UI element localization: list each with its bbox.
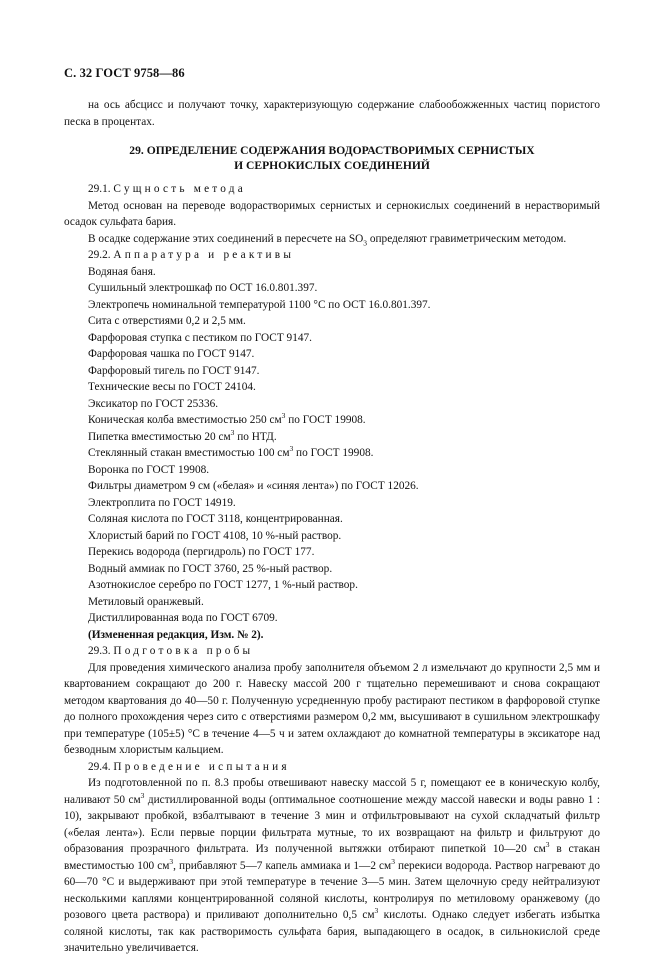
subsection-number: 29.2. <box>88 249 111 261</box>
section-body <box>64 181 600 957</box>
superscript: 3 <box>391 856 395 866</box>
subsection-title: Подготовка пробы <box>113 645 254 657</box>
intro-paragraph: на ось абсцисс и получают точку, характеризующую содержание слабообожженных частиц пористого песка в процентах. <box>64 99 600 128</box>
sediment-text-a: В осадке содержание этих соединений в пересчете на SO <box>88 232 364 245</box>
so3-subscript: 3 <box>363 237 368 247</box>
list-item: Воронка по ГОСТ 19908. <box>88 463 210 476</box>
list-item-pipette <box>64 429 600 446</box>
list-item: Эксикатор по ГОСТ 25336. <box>88 397 219 410</box>
superscript: 3 <box>140 790 145 800</box>
text-run: дистиллированной воды (оптимальное соотношение между массой навески и воды равно 1 : 10), закрывают пробкой, взбалтывают в течение 3 мин и отфильтровывают на сухой складчатый фильтр («белая лента»). Если первые порции фильтрата мутные, то их возвращают на фильтр и фильтруют до образования прозрачного фильтрата. Из полученной вытяжки отбирают пипеткой 10—20 см <box>64 793 600 855</box>
amendment-note: (Измененная редакция, Изм. № 2). <box>88 628 264 641</box>
sample-preparation-paragraph: Для проведения химического анализа пробу заполнителя объемом 2 л измельчают до крупности 2,5 мм и квартованием сокращают до 200 г. Навеску массой 200 г тщательно перемешивают и снова сокращают методом квартования до 40—50 г. Полученную усредненную пробу растирают пестиком в фарфоровой ступке до полного прохождения через сито с отверстиями размером 0,2 мм, высушивают в сушильном электрошкафу при температуре (105±5) °С в течение 4—5 ч и затем охлаждают до комнатной температуры в эксикаторе над безводным хлористым кальцием. <box>64 661 600 756</box>
section-title-line-1: 29. ОПРЕДЕЛЕНИЕ СОДЕРЖАНИЯ ВОДОРАСТВОРИМЫХ СЕРНИСТЫХ <box>129 144 535 157</box>
item-text: Стеклянный стакан вместимостью 100 см <box>88 447 290 459</box>
text-run: в стакан вместимостью 100 см <box>64 843 601 872</box>
list-item: Фарфоровая ступка с пестиком по ГОСТ 9147. <box>88 331 312 344</box>
list-item: Фильтры диаметром 9 см («белая» и «синяя лента») по ГОСТ 12026. <box>88 480 419 492</box>
superscript: 3 <box>289 444 294 454</box>
section-title-line-2: И СЕРНОКИСЛЫХ СОЕДИНЕНИЙ <box>234 159 430 172</box>
list-item: Фарфоровая чашка по ГОСТ 9147. <box>88 348 255 360</box>
subsection-heading-apparatus <box>64 247 600 264</box>
subsection-number: 29.3. <box>88 645 111 657</box>
text-run: кислоты. Однако следует избегать избытка соляной кислоты, так как растворимость сульфата бария, выпадающего в осадок, в сильнокислой среде значительно увеличивается. <box>64 909 600 954</box>
list-item-glass <box>64 445 600 462</box>
sediment-text-b: определяют гравиметрическим методом. <box>367 232 567 245</box>
item-text: по НТД. <box>234 430 277 443</box>
list-item: Водяная баня. <box>88 265 156 278</box>
section-title <box>64 143 600 173</box>
test-procedure-paragraph <box>64 775 600 957</box>
list-item: Сушильный электрошкаф по ОСТ 16.0.801.397. <box>88 282 318 294</box>
list-item: Электроплита по ГОСТ 14919. <box>88 496 236 509</box>
list-item: Электропечь номинальной температурой 1100 °С по ОСТ 16.0.801.397. <box>88 298 431 311</box>
list-item: Дистиллированная вода по ГОСТ 6709. <box>88 612 278 624</box>
subsection-number: 29.1. <box>88 183 111 195</box>
superscript: 3 <box>230 427 235 437</box>
superscript: 3 <box>545 840 550 850</box>
list-item: Перекись водорода (пергидроль) по ГОСТ 177. <box>88 546 315 558</box>
list-item: Технические весы по ГОСТ 24104. <box>88 381 256 393</box>
superscript: 3 <box>374 906 379 916</box>
item-text: по ГОСТ 19908. <box>285 414 366 426</box>
page-header: С. 32 ГОСТ 9758—86 <box>64 66 185 80</box>
superscript: 3 <box>281 411 286 421</box>
item-text: Коническая колба вместимостью 250 см <box>88 414 282 426</box>
list-item: Соляная кислота по ГОСТ 3118, концентрированная. <box>88 513 343 525</box>
subsection-heading-sample <box>64 643 600 660</box>
subsection-heading-test <box>64 759 600 776</box>
text-run: перекиси водорода. Раствор нагревают до 60—70 °С и выдерживают при этой температуре в течение 3—5 мин. Затем щелочную среду нейтрализуют несколькими каплями концентрированной соляной кислоты, контролируя по метиловому оранжевому (до розового цвета раствора) и приливают дополнительно 0,5 см <box>64 859 600 921</box>
subsection-title: Проведение испытания <box>113 760 290 773</box>
list-item: Хлористый барий по ГОСТ 4108, 10 %-ный раствор. <box>88 529 342 542</box>
list-item: Метиловый оранжевый. <box>88 595 204 608</box>
item-text: Пипетка вместимостью 20 см <box>88 430 231 443</box>
sediment-paragraph <box>64 231 600 248</box>
list-item: Фарфоровый тигель по ГОСТ 9147. <box>88 364 260 377</box>
list-item: Сита с отверстиями 0,2 и 2,5 мм. <box>88 315 246 327</box>
subsection-number: 29.4. <box>88 760 111 773</box>
method-paragraph: Метод основан на переводе водорастворимых сернистых и сернокислых соединений в нерастворимый осадок сульфата бария. <box>64 199 600 228</box>
subsection-title: Аппаратура и реактивы <box>113 249 295 261</box>
list-item-flask <box>64 412 600 429</box>
text-run: , прибавляют 5—7 капель аммиака и 1—2 см <box>173 859 392 872</box>
item-text: по ГОСТ 19908. <box>293 447 374 459</box>
superscript: 3 <box>169 856 174 866</box>
list-item: Водный аммиак по ГОСТ 3760, 25 %-ный раствор. <box>88 562 333 575</box>
list-item: Азотнокислое серебро по ГОСТ 1277, 1 %-ный раствор. <box>88 579 358 591</box>
text-run: Из подготовленной по п. 8.3 пробы отвешивают навеску массой 5 г, помещают ее в коническую колбу, наливают 50 см <box>64 777 600 806</box>
subsection-title: Сущность метода <box>113 183 246 195</box>
subsection-heading-essence <box>64 181 600 198</box>
